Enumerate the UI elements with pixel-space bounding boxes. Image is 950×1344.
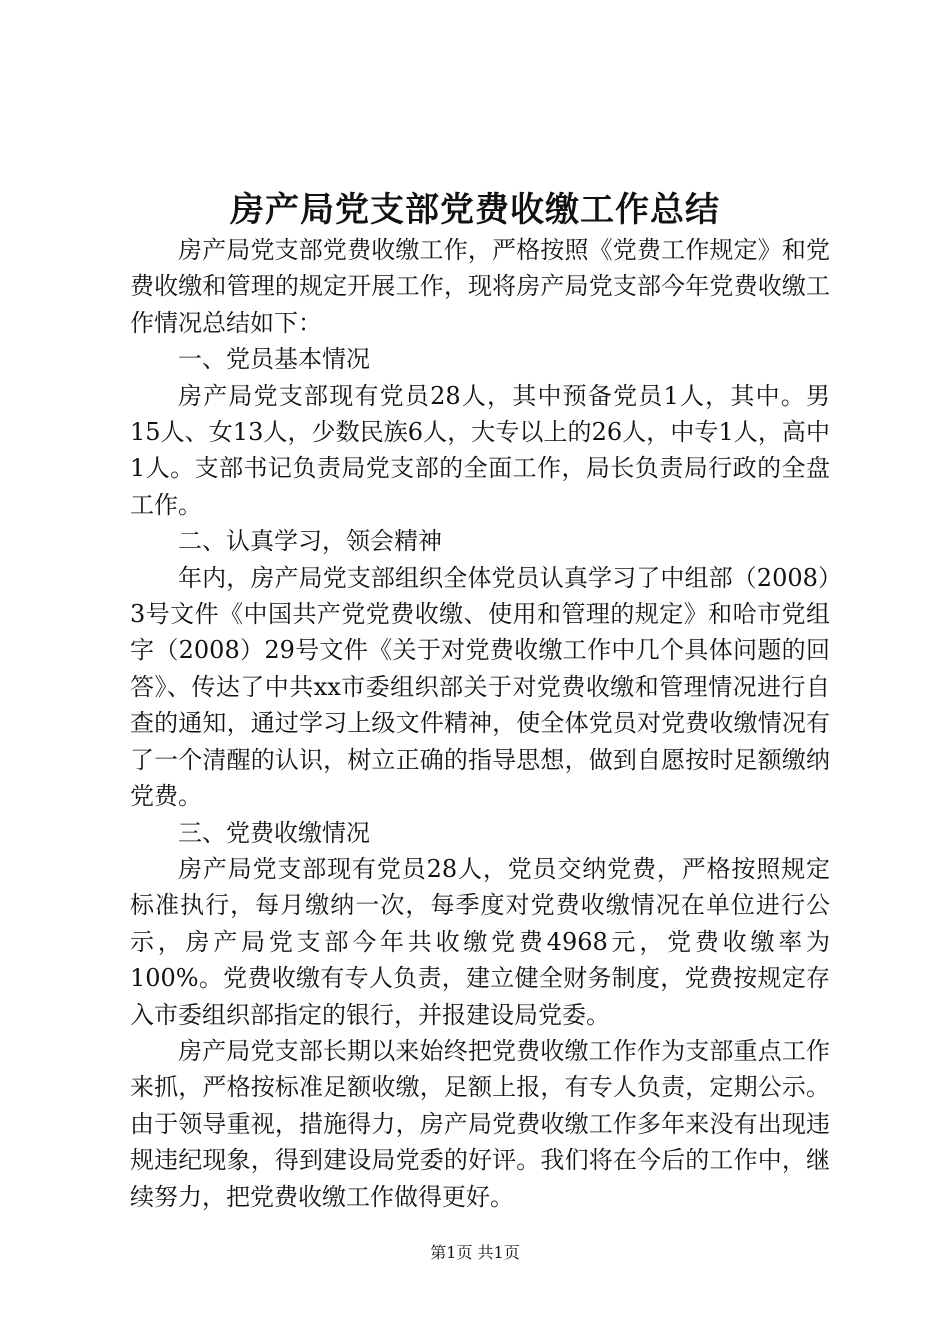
members-paragraph: 房产局党支部现有党员28人，其中预备党员1人，其中。男15人、女13人，少数民族6人，大专以上的26人，中专1人，高中1人。支部书记负责局党支部的全面工作，局长负责局行政的全盘工作。 (130, 381, 830, 519)
conclusion-paragraph: 房产局党支部长期以来始终把党费收缴工作作为支部重点工作来抓，严格按标准足额收缴，足额上报，有专人负责，定期公示。由于领导重视，措施得力，房产局党费收缴工作多年来没有出现违规违纪现象，得到建设局党委的好评。我们将在今后的工作中，继续努力，把党费收缴工作做得更好。 (130, 1036, 830, 1211)
collection-paragraph: 房产局党支部现有党员28人，党员交纳党费，严格按照规定标准执行，每月缴纳一次，每季度对党费收缴情况在单位进行公示，房产局党支部今年共收缴党费4968元，党费收缴率为100%。党费收缴有专人负责，建立健全财务制度，党费按规定存入市委组织部指定的银行，并报建设局党委。 (130, 854, 830, 1029)
section-heading-members: 一、党员基本情况 (178, 345, 370, 374)
page-footer: 第1页 共1页 (430, 1243, 520, 1262)
section-heading-study: 二、认真学习，领会精神 (178, 527, 442, 556)
intro-paragraph: 房产局党支部党费收缴工作，严格按照《党费工作规定》和党费收缴和管理的规定开展工作，现将房产局党支部今年党费收缴工作情况总结如下： (130, 236, 830, 337)
study-paragraph: 年内，房产局党支部组织全体党员认真学习了中组部（2008）3号文件《中国共产党党费收缴、使用和管理的规定》和哈市党组字（2008）29号文件《关于对党费收缴工作中几个具体问题的回答》、传达了中共xx市委组织部关于对党费收缴和管理情况进行自查的通知，通过学习上级文件精神，使全体党员对党费收缴情况有了一个清醒的认识，树立正确的指导思想，做到自愿按时足额缴纳党费。 (130, 563, 830, 811)
document-body (130, 232, 830, 1215)
document-title: 房产局党支部党费收缴工作总结 (230, 190, 720, 230)
section-heading-collection: 三、党费收缴情况 (178, 818, 370, 847)
